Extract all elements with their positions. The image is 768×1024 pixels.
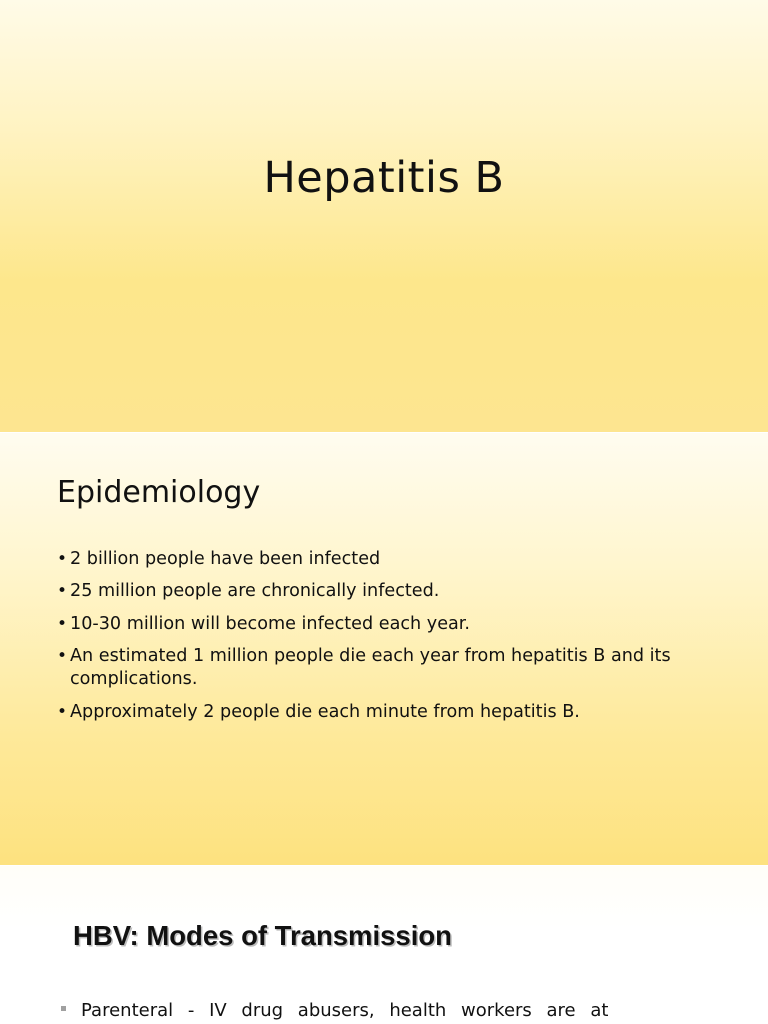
bullet-icon: • [57, 646, 68, 667]
list-item-text: 10-30 million will become infected each year. [70, 613, 471, 634]
list-item [57, 701, 717, 724]
list-item-text: Parenteral - IV drug abusers, health workers are at [81, 1000, 609, 1021]
slide-title [0, 0, 768, 432]
list-item-text: 2 billion people have been infected [70, 549, 381, 569]
list-item-text: Approximately 2 people die each minute from hepatitis B. [70, 701, 580, 722]
list-item [57, 580, 717, 603]
bullet-icon: • [57, 701, 68, 722]
bullet-icon: • [57, 549, 68, 569]
transmission-heading: HBV: Modes of Transmission [73, 920, 452, 951]
list-item [61, 1000, 621, 1021]
list-item-text: An estimated 1 million people die each year from hepatitis B and its complications. [70, 646, 671, 690]
epidemiology-heading: Epidemiology [57, 475, 261, 510]
slide-epidemiology [0, 433, 768, 865]
square-bullet-icon [61, 1006, 66, 1011]
slide-transmission [0, 866, 768, 1024]
epidemiology-bullet-list [57, 548, 717, 733]
list-item [57, 613, 717, 636]
list-item-text: 25 million people are chronically infected. [70, 581, 440, 602]
list-item [57, 548, 717, 571]
slide-title-text: Hepatitis B [263, 153, 505, 203]
bullet-icon: • [57, 581, 68, 602]
list-item [57, 645, 717, 691]
bullet-icon: • [57, 613, 68, 634]
